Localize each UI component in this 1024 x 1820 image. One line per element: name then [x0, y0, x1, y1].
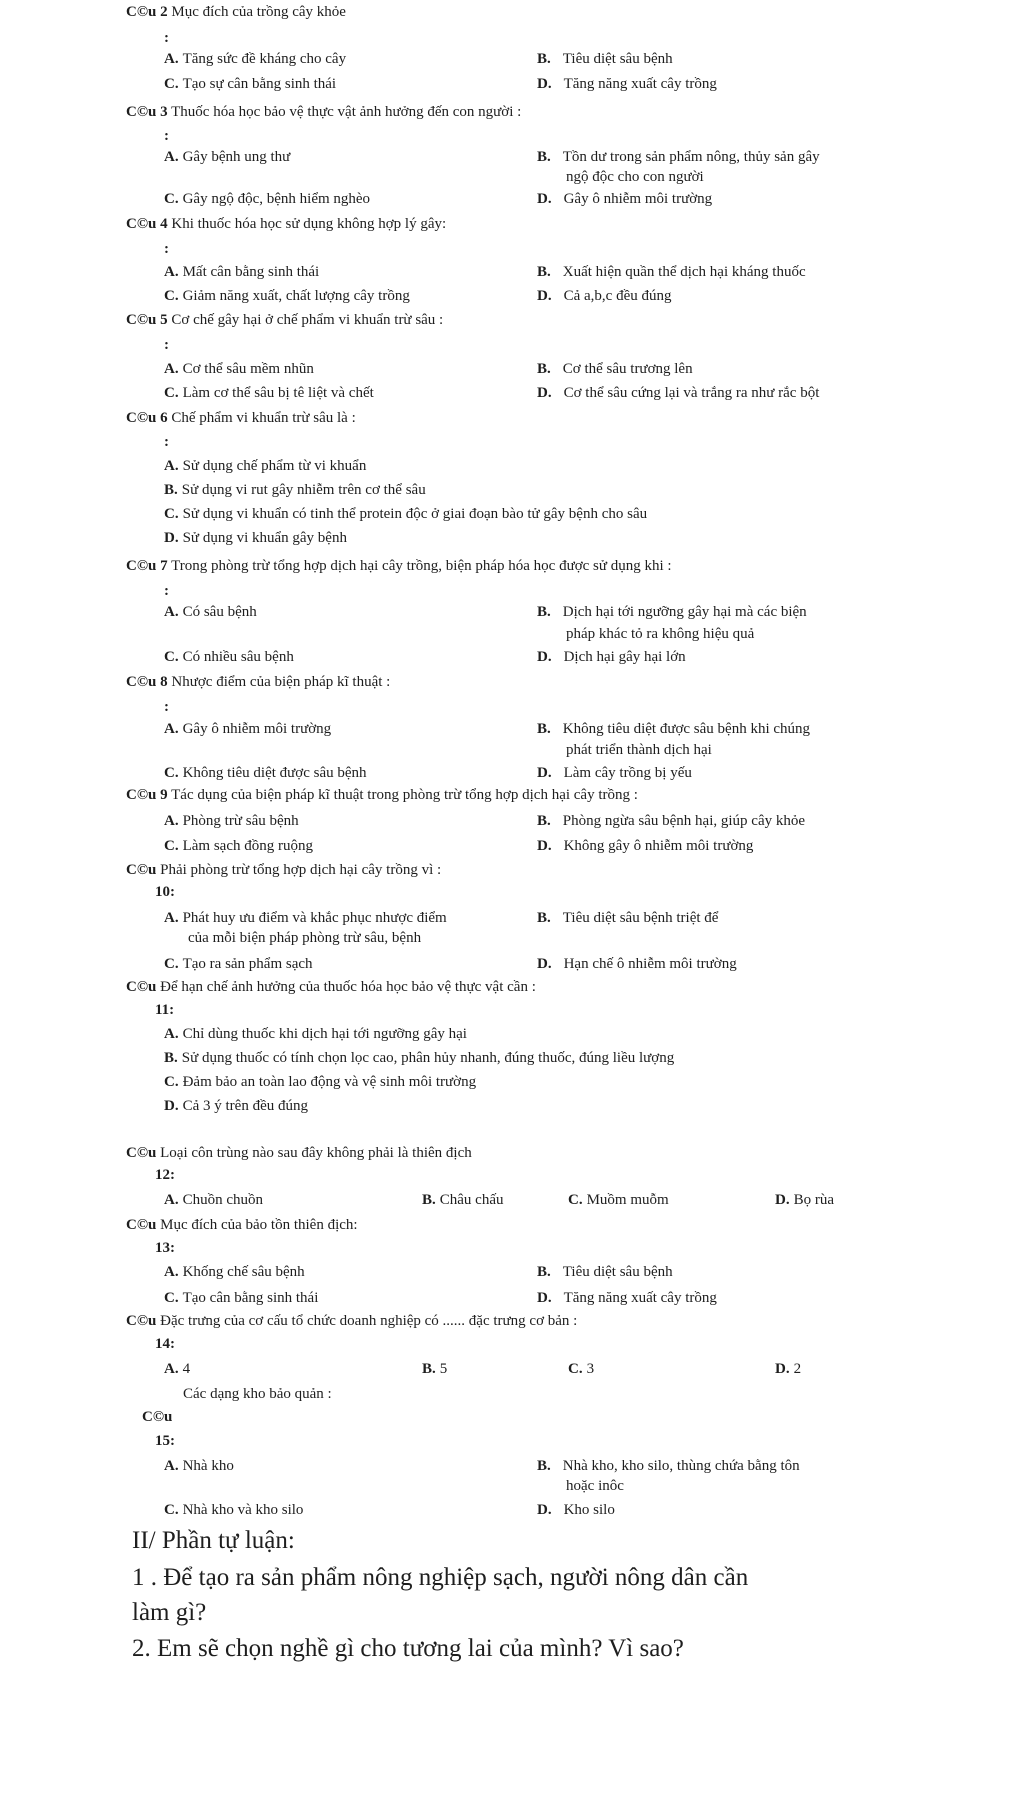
option-b: B. Không tiêu diệt được sâu bệnh khi chúng [537, 721, 811, 737]
question-label: C©u 4 [126, 216, 168, 232]
question-text: Cơ chế gây hại ở chế phẩm vi khuẩn trừ sâu : [171, 312, 444, 328]
option-c: C. Tạo sự cân bằng sinh thái [164, 76, 337, 92]
question-6 [126, 409, 356, 427]
question-15-text: Các dạng kho bảo quản : [183, 1386, 332, 1402]
question-colon: : [164, 30, 169, 46]
question-label: C©u 5 [126, 312, 168, 328]
question-9 [126, 786, 638, 804]
question-number: 11: [155, 1002, 175, 1018]
option-a: A. Nhà kho [164, 1458, 234, 1474]
option-b: B. Sử dụng thuốc có tính chọn lọc cao, phân hủy nhanh, đúng thuốc, đúng liều lượng [164, 1050, 675, 1066]
option-c: C. Nhà kho và kho silo [164, 1502, 304, 1518]
question-text: Đặc trưng của cơ cấu tổ chức doanh nghiệp có ...... đặc trưng cơ bản : [160, 1313, 578, 1329]
question-label: C©u [126, 1217, 157, 1233]
question-5 [126, 311, 443, 329]
option-b: B. Cơ thể sâu trương lên [537, 361, 693, 377]
question-10 [126, 861, 441, 879]
question-text: Tác dụng của biện pháp kĩ thuật trong phòng trừ tổng hợp dịch hại cây trồng : [171, 787, 638, 803]
question-text: Khi thuốc hóa học sử dụng không hợp lý gây: [171, 216, 447, 232]
option-b: B. Nhà kho, kho silo, thùng chứa bằng tôn [537, 1458, 800, 1474]
option-a: A. Chuồn chuồn [164, 1192, 264, 1208]
option-a: A. Phòng trừ sâu bệnh [164, 813, 299, 829]
option-c: C. Có nhiều sâu bệnh [164, 649, 294, 665]
option-a-continued: của mỗi biện pháp phòng trừ sâu, bệnh [188, 930, 422, 946]
option-a: A. Tăng sức đề kháng cho cây [164, 51, 347, 67]
question-colon: : [164, 434, 169, 450]
question-number: 12: [155, 1167, 175, 1183]
question-colon: : [164, 699, 169, 715]
option-d: D. 2 [775, 1361, 802, 1377]
option-a: A. Có sâu bệnh [164, 604, 257, 620]
question-number: 14: [155, 1336, 175, 1352]
option-c: C. Đảm bảo an toàn lao động và vệ sinh môi trường [164, 1074, 477, 1090]
question-label: C©u 9 [126, 787, 168, 803]
question-8 [126, 673, 390, 691]
question-15-label: C©u [142, 1409, 173, 1425]
option-b: B. Phòng ngừa sâu bệnh hại, giúp cây khỏe [537, 813, 806, 829]
essay-question-1-continued: làm gì? [132, 1599, 207, 1626]
option-b: B. Xuất hiện quần thể dịch hại kháng thuốc [537, 264, 806, 280]
option-c: C. Tạo ra sản phẩm sạch [164, 956, 313, 972]
option-d: D. Kho silo [537, 1502, 615, 1518]
question-4 [126, 215, 446, 233]
option-a: A. Mất cân bằng sinh thái [164, 264, 320, 280]
option-d: D. Gây ô nhiễm môi trường [537, 191, 713, 207]
question-number: 15: [155, 1433, 175, 1449]
option-c: C. Tạo cân bằng sinh thái [164, 1290, 319, 1306]
question-3 [126, 103, 521, 121]
question-2 [126, 3, 346, 21]
question-text: Để hạn chế ảnh hưởng của thuốc hóa học bảo vệ thực vật cần : [160, 979, 536, 995]
question-text: Chế phẩm vi khuẩn trừ sâu là : [171, 410, 356, 426]
question-12 [126, 1144, 472, 1162]
option-d: D. Dịch hại gây hại lớn [537, 649, 686, 665]
option-d: D. Cả a,b,c đều đúng [537, 288, 672, 304]
option-d: D. Làm cây trồng bị yếu [537, 765, 692, 781]
question-label: C©u 6 [126, 410, 168, 426]
question-text: Mục đích của bảo tồn thiên địch: [160, 1217, 358, 1233]
question-text: Thuốc hóa học bảo vệ thực vật ảnh hưởng đến con người : [171, 104, 522, 120]
option-b: B. Tồn dư trong sản phẩm nông, thủy sản gây [537, 149, 820, 165]
essay-question-2: 2. Em sẽ chọn nghề gì cho tương lai của mình? Vì sao? [132, 1635, 684, 1662]
option-d: D. Sử dụng vi khuẩn gây bệnh [164, 530, 347, 546]
question-colon: : [164, 128, 169, 144]
question-label: C©u [126, 979, 157, 995]
question-label: C©u 2 [126, 4, 168, 20]
option-b: B. Sử dụng vi rut gây nhiễm trên cơ thể sâu [164, 482, 426, 498]
question-label: C©u [126, 1313, 157, 1329]
essay-heading: II/ Phần tự luận: [132, 1527, 295, 1554]
option-b: B. Tiêu diệt sâu bệnh triệt để [537, 910, 719, 926]
option-b: B. 5 [422, 1361, 448, 1377]
question-text: Nhược điểm của biện pháp kĩ thuật : [171, 674, 391, 690]
option-c: C. Sử dụng vi khuẩn có tinh thể protein độc ở giai đoạn bào tử gây bệnh cho sâu [164, 506, 648, 522]
option-c: C. Gây ngộ độc, bệnh hiểm nghèo [164, 191, 371, 207]
question-14 [126, 1312, 577, 1330]
option-d: D. Tăng năng xuất cây trồng [537, 1290, 717, 1306]
option-a: A. Khống chế sâu bệnh [164, 1264, 305, 1280]
option-b-continued: ngộ độc cho con người [566, 169, 704, 185]
option-c: C. Làm cơ thể sâu bị tê liệt và chết [164, 385, 374, 401]
question-11 [126, 978, 536, 996]
option-c: C. Không tiêu diệt được sâu bệnh [164, 765, 367, 781]
question-colon: : [164, 337, 169, 353]
option-d: D. Bọ rùa [775, 1192, 835, 1208]
option-d: D. Tăng năng xuất cây trồng [537, 76, 717, 92]
question-text: Trong phòng trừ tổng hợp dịch hại cây trồng, biện pháp hóa học được sử dụng khi : [171, 558, 672, 574]
question-label: C©u 3 [126, 104, 168, 120]
essay-question-1: 1 . Để tạo ra sản phẩm nông nghiệp sạch, người nông dân cần [132, 1564, 749, 1591]
option-a: A. Sử dụng chế phẩm từ vi khuẩn [164, 458, 367, 474]
option-a: A. Gây bệnh ung thư [164, 149, 291, 165]
question-colon: : [164, 583, 169, 599]
question-number: 10: [155, 884, 175, 900]
option-c: C. 3 [568, 1361, 595, 1377]
question-text: Phải phòng trừ tổng hợp dịch hại cây trồng vì : [160, 862, 442, 878]
option-d: D. Cả 3 ý trên đều đúng [164, 1098, 308, 1114]
option-b: B. Tiêu diệt sâu bệnh [537, 1264, 673, 1280]
option-b: B. Tiêu diệt sâu bệnh [537, 51, 673, 67]
question-text: Mục đích của trồng cây khỏe [171, 4, 346, 20]
question-13 [126, 1216, 358, 1234]
option-d: D. Hạn chế ô nhiễm môi trường [537, 956, 737, 972]
option-b-continued: pháp khác tỏ ra không hiệu quả [566, 626, 755, 642]
option-b-continued: phát triển thành dịch hại [566, 742, 712, 758]
option-b: B. Châu chấu [422, 1192, 504, 1208]
option-d: D. Cơ thể sâu cứng lại và trắng ra như rắc bột [537, 385, 820, 401]
question-label: C©u 7 [126, 558, 168, 574]
option-a: A. 4 [164, 1361, 191, 1377]
option-d: D. Không gây ô nhiễm môi trường [537, 838, 754, 854]
question-label: C©u 8 [126, 674, 168, 690]
question-7 [126, 557, 672, 575]
option-a: A. Gây ô nhiễm môi trường [164, 721, 332, 737]
question-text: Loại côn trùng nào sau đây không phải là thiên địch [160, 1145, 472, 1161]
option-a: A. Phát huy ưu điểm và khắc phục nhược điểm [164, 910, 447, 926]
option-a: A. Chỉ dùng thuốc khi dịch hại tới ngưỡng gây hại [164, 1026, 467, 1042]
question-colon: : [164, 241, 169, 257]
option-c: C. Làm sạch đồng ruộng [164, 838, 313, 854]
question-number: 13: [155, 1240, 175, 1256]
option-b: B. Dịch hại tới ngưỡng gây hại mà các biện [537, 604, 807, 620]
question-label: C©u [126, 862, 157, 878]
option-c: C. Giảm năng xuất, chất lượng cây trồng [164, 288, 410, 304]
option-b-continued: hoặc inôc [566, 1478, 624, 1494]
option-c: C. Muồm muỗm [568, 1192, 669, 1208]
option-a: A. Cơ thể sâu mềm nhũn [164, 361, 314, 377]
question-label: C©u [126, 1145, 157, 1161]
